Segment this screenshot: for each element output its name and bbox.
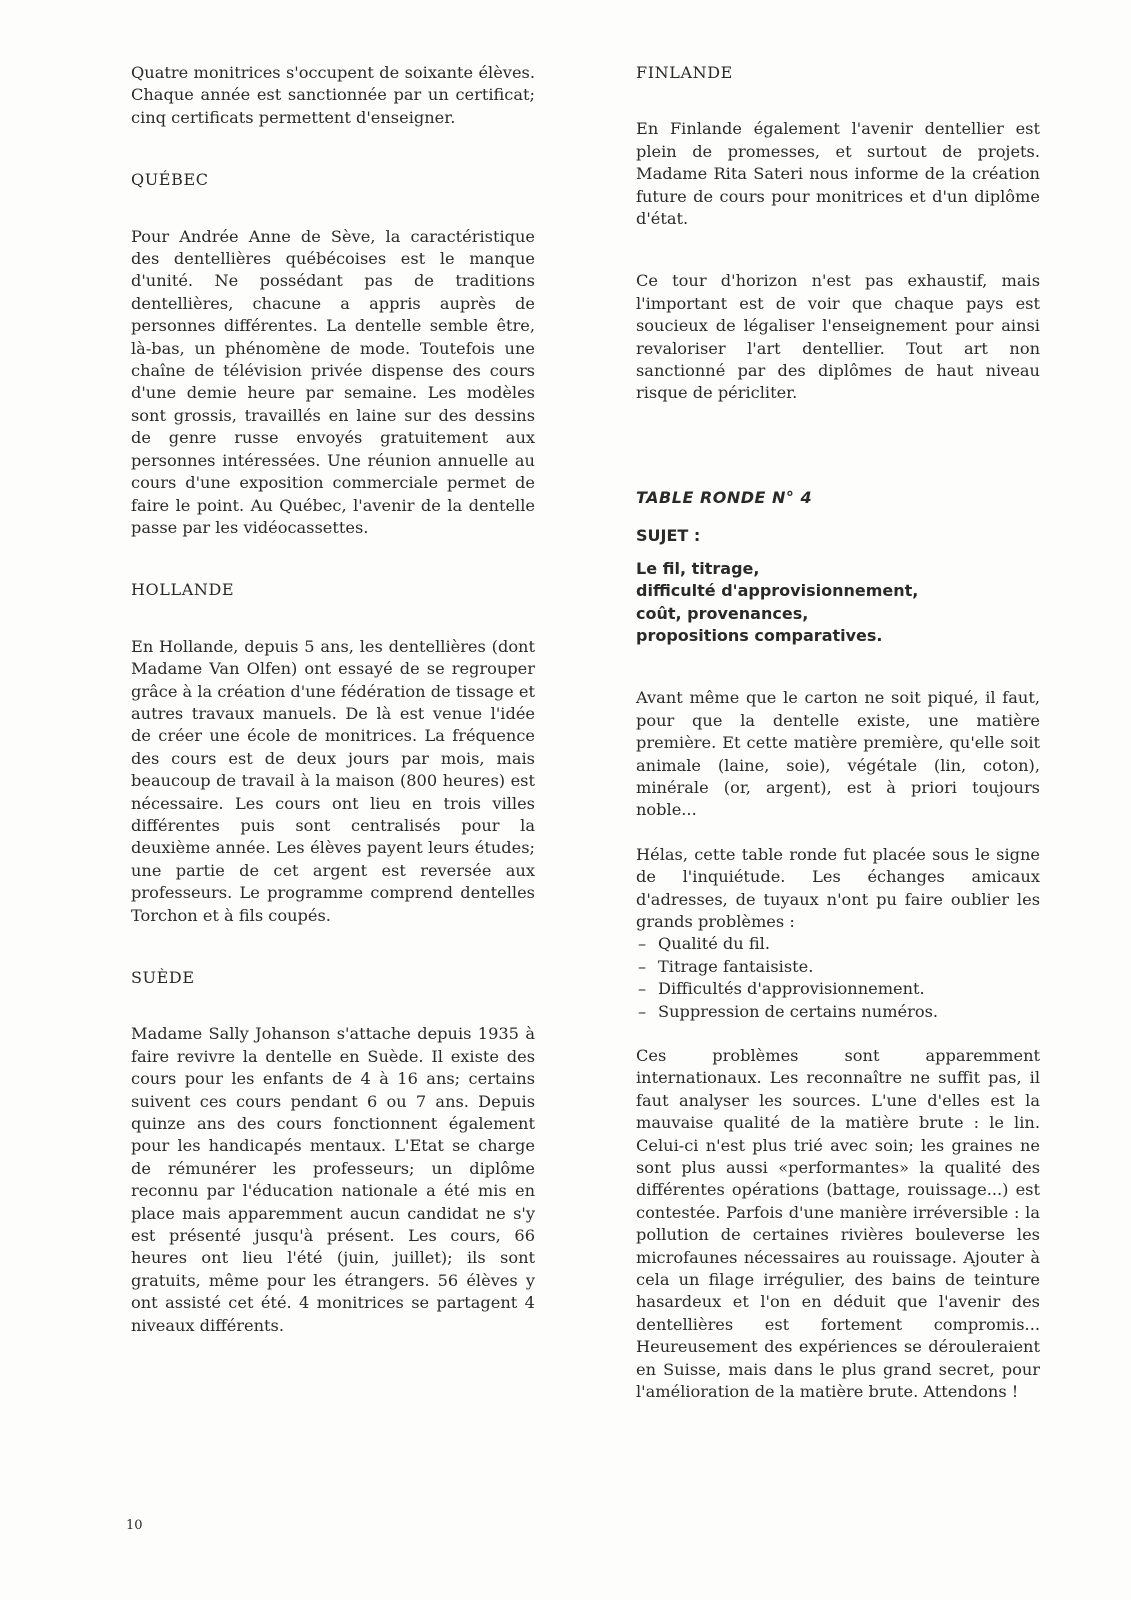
table-ronde-title: TABLE RONDE N° 4 xyxy=(636,487,813,507)
helas-paragraph: Hélas, cette table ronde fut placée sous le signe de l'inquiétude. Les échanges amicaux d'adresses, de tuyaux n'ont pu faire oublier les grands problèmes : xyxy=(636,844,1040,931)
finlande-heading: FINLANDE xyxy=(636,63,733,82)
hollande-heading: HOLLANDE xyxy=(131,580,235,600)
quebec-heading: QUÉBEC xyxy=(131,170,209,190)
list-item: – Titrage fantaisiste. xyxy=(636,956,1040,978)
sujet-line-3: coût, provenances, xyxy=(636,603,809,623)
sujet-line-1: Le fil, titrage, xyxy=(636,558,760,578)
sujet-line-4: propositions comparatives. xyxy=(636,625,883,645)
list-item: – Qualité du fil. xyxy=(636,933,1040,955)
suede-paragraph: Madame Sally Johanson s'attache depuis 1935 à faire revivre la dentelle en Suède. Il existe des cours pour les enfants de 4 à 16 ans; certains suivent ces cours pendant 6 ou 7 ans. Depuis quinze ans des cours fonctionnent également pour les handicapés mentaux. L'Etat se charge de rémunérer les professeurs; un diplôme reconnu par l'éducation nationale a été mis en place mais apparemment aucun candidat ne s'y est présenté jusqu'à présent. Les cours, 66 heures ont lieu l'été (juin, juillet); ils sont gratuits, même pour les étrangers. 56 élèves y ont assisté cet été. 4 monitrices se partagent 4 niveaux différents. xyxy=(131,1024,535,1335)
ces-paragraph: Ces problèmes sont apparemment internationaux. Les reconnaître ne suffit pas, il faut analyser les sources. L'une d'elles est la mauvaise qualité de la matière brute : le lin. Celui-ci n'est plus trié avec soin; les graines ne sont plus aussi «performantes» la qualité des différentes opérations (battage, rouissage...) est contestée. Parfois d'une manière irréversible : la pollution de certaines rivières bouleverse les microfaunes nécessaires au rouissage. Ajouter à cela un filage irrégulier, des bains de teinture hasardeux et l'on en déduit que l'avenir des dentellières est fortement compromis... Heureusement des expériences se dérouleraient en Suisse, mais dans le plus grand secret, pour l'amélioration de la matière brute. Attendons ! xyxy=(636,1046,1040,1402)
right-column xyxy=(636,62,1040,1404)
quebec-paragraph: Pour Andrée Anne de Sève, la caractéristique des dentellières québécoises est le manque d'unité. Ne possédant pas de traditions dentellières, chacune a appris auprès de personnes différentes. La dentelle semble être, là-bas, un phénomène de mode. Toutefois une chaîne de télévision privée dispense des cours d'une demie heure par semaine. Les modèles sont grossis, travaillés en laine sur des dessins de genre russe envoyés gratuitement aux personnes intéressées. Une réunion annuelle au cours d'une exposition commerciale permet de faire le point. Au Québec, l'avenir de la dentelle passe par les vidéocassettes. xyxy=(131,226,535,537)
suede-heading: SUÈDE xyxy=(131,968,195,987)
tour-paragraph: Ce tour d'horizon n'est pas exhaustif, mais l'important est de voir que chaque pays est soucieux de légaliser l'enseignement pour ainsi revaloriser l'art dentellier. Tout art non sanctionné par des diplômes de haut niveau risque de péricliter. xyxy=(636,271,1040,403)
finlande-paragraph: En Finlande également l'avenir dentellier est plein de promesses, et surtout de projets. Madame Rita Sateri nous informe de la création future de cours pour monitrices et d'un diplôme d'état. xyxy=(636,119,1040,229)
list-item: – Suppression de certains numéros. xyxy=(636,1001,1040,1023)
sujet-label: SUJET : xyxy=(636,526,701,546)
avant-paragraph: Avant même que le carton ne soit piqué, il faut, pour que la dentelle existe, une matière première. Et cette matière première, qu'elle soit animale (laine, soie), végétale (lin, coton), minérale (or, argent), est à priori toujours noble... xyxy=(636,688,1040,820)
list-item: – Difficultés d'approvisionnement. xyxy=(636,978,1040,1000)
intro-paragraph: Quatre monitrices s'occupent de soixante élèves. Chaque année est sanctionnée par un certificat; cinq certificats permettent d'enseigner. xyxy=(131,63,535,127)
page-number: 10 xyxy=(126,1518,143,1533)
hollande-paragraph: En Hollande, depuis 5 ans, les dentellières (dont Madame Van Olfen) ont essayé de se regrouper grâce à la création d'une fédération de tissage et autres travaux manuels. De là est venue l'idée de créer une école de monitrices. La fréquence des cours est de deux jours par mois, mais beaucoup de travail à la maison (800 heures) est nécessaire. Les cours ont lieu en trois villes différentes puis sont centralisés pour la deuxième année. Les élèves payent leurs études; une partie de cet argent est reversée aux professeurs. Le programme comprend dentelles Torchon et à fils coupés. xyxy=(131,636,535,925)
sujet-line-2: difficulté d'approvisionnement, xyxy=(636,581,919,601)
left-column xyxy=(131,62,535,1337)
problems-list xyxy=(636,933,1040,1023)
